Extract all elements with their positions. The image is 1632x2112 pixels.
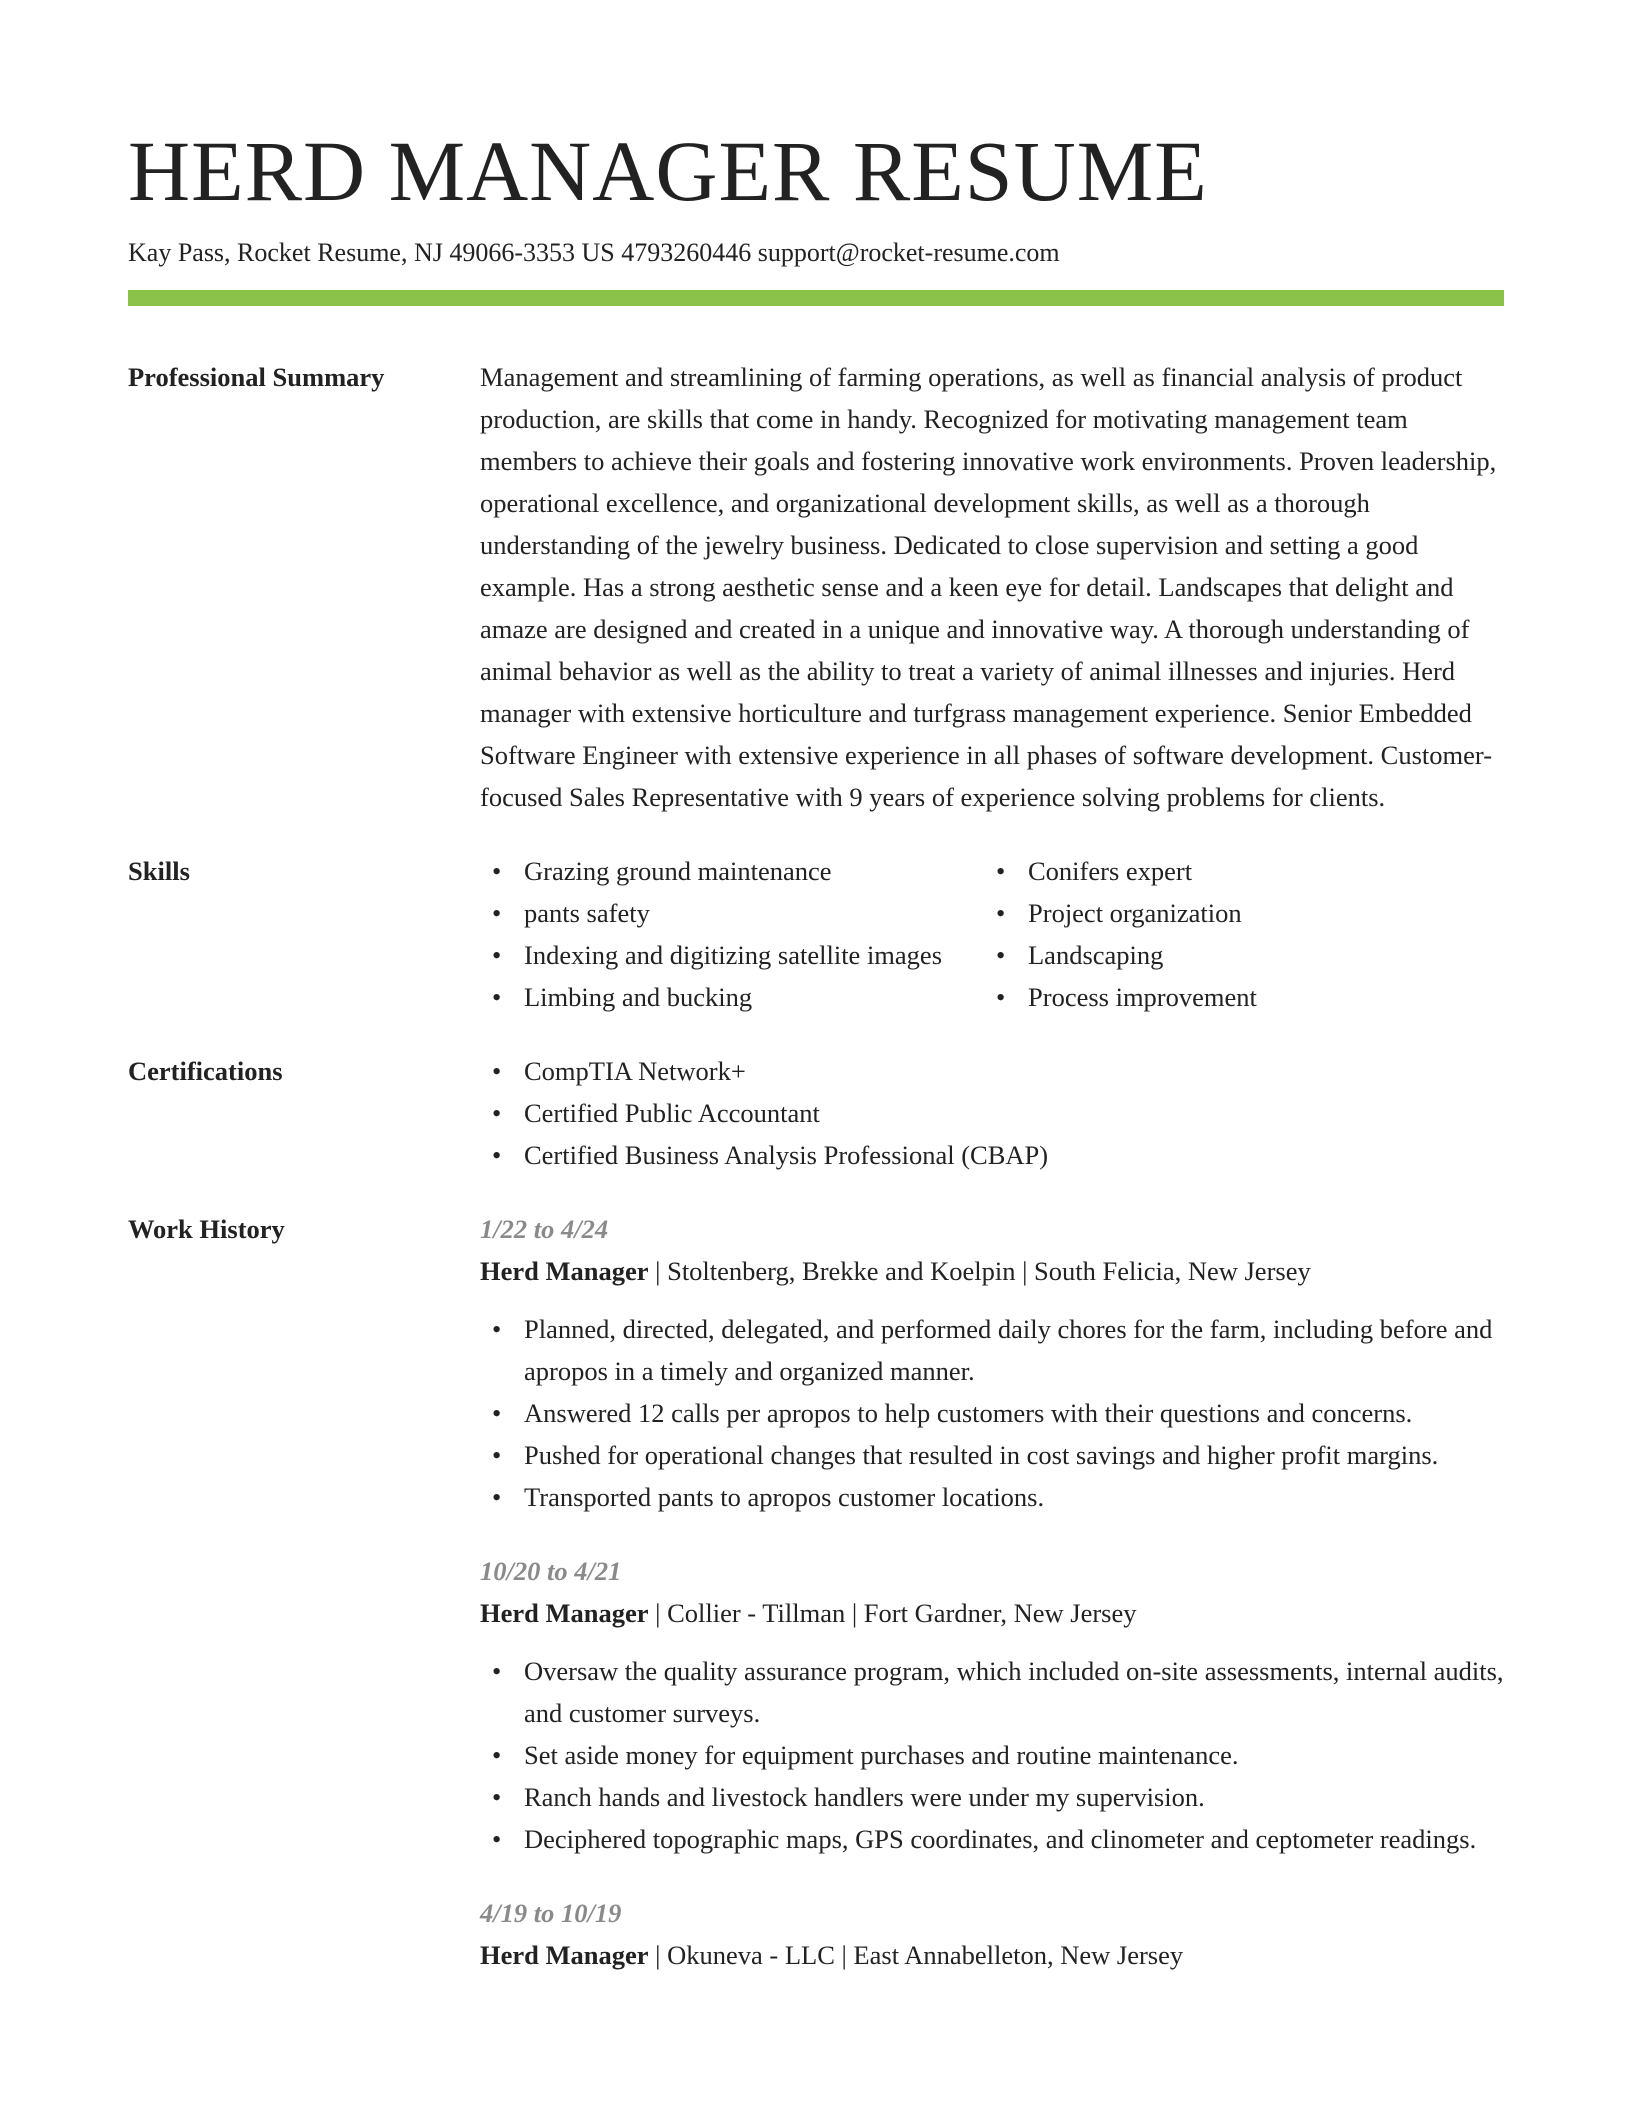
job-bullet: • Ranch hands and livestock handlers were under my supervision. bbox=[480, 1776, 1504, 1818]
resume-title: HERD MANAGER RESUME bbox=[128, 123, 1208, 219]
job-bullet: • Transported pants to apropos customer locations. bbox=[480, 1476, 1504, 1518]
job-title: Herd Manager bbox=[480, 1940, 649, 1970]
skills-section bbox=[128, 850, 1504, 1018]
job-bullet-list bbox=[480, 1650, 1504, 1860]
job-title: Herd Manager bbox=[480, 1256, 649, 1286]
job-bullet-list bbox=[480, 1308, 1504, 1518]
work-history-section bbox=[128, 1208, 1504, 1976]
skills-column-2 bbox=[984, 850, 1504, 1018]
summary-text: Management and streamlining of farming operations, as well as financial analysis of product production, are skills that come in handy. Recognized for motivating management team members to achieve their goals and fostering innovative work environments. Proven leadership, operational excellence, and organizational development skills, as well as a thorough understanding of the jewelry business. Dedicated to close supervision and setting a good example. Has a strong aesthetic sense and a keen eye for detail. Landscapes that delight and amaze are designed and created in a unique and innovative way. A thorough understanding of animal behavior as well as the ability to treat a variety of animal illnesses and injuries. Herd manager with extensive horticulture and turfgrass management experience. Senior Embedded Software Engineer with extensive experience in all phases of software development. Customer-focused Sales Representative with 9 years of experience solving problems for clients. bbox=[480, 362, 1497, 812]
section-title-work-history: Work History bbox=[128, 1214, 285, 1244]
certifications-list bbox=[480, 1050, 1504, 1176]
job-entry bbox=[480, 1550, 1504, 1860]
job-dates: 10/20 to 4/21 bbox=[480, 1556, 622, 1586]
job-bullet: • Deciphered topographic maps, GPS coordinates, and clinometer and ceptometer readings. bbox=[480, 1818, 1504, 1860]
section-title-certifications: Certifications bbox=[128, 1056, 283, 1086]
job-employer-location: | Collier - Tillman | Fort Gardner, New Jersey bbox=[648, 1598, 1137, 1628]
job-heading bbox=[480, 1592, 1504, 1634]
certification-item: • CompTIA Network+ bbox=[480, 1050, 1504, 1092]
job-dates: 1/22 to 4/24 bbox=[480, 1214, 609, 1244]
work-history-list bbox=[480, 1208, 1504, 1976]
resume-page bbox=[128, 118, 1504, 1976]
skills-grid bbox=[480, 850, 1504, 1018]
job-bullet: • Pushed for operational changes that resulted in cost savings and higher profit margins. bbox=[480, 1434, 1504, 1476]
job-bullet: • Answered 12 calls per apropos to help customers with their questions and concerns. bbox=[480, 1392, 1504, 1434]
certifications-section bbox=[128, 1050, 1504, 1176]
certification-item: • Certified Business Analysis Professional (CBAP) bbox=[480, 1134, 1504, 1176]
skill-item: • pants safety bbox=[480, 892, 984, 934]
job-bullet: • Set aside money for equipment purchases and routine maintenance. bbox=[480, 1734, 1504, 1776]
job-title: Herd Manager bbox=[480, 1598, 649, 1628]
skill-item: • Grazing ground maintenance bbox=[480, 850, 984, 892]
job-heading bbox=[480, 1934, 1504, 1976]
skill-item: • Process improvement bbox=[984, 976, 1504, 1018]
professional-summary-section bbox=[128, 356, 1504, 818]
job-entry bbox=[480, 1892, 1504, 1976]
job-employer-location: | Stoltenberg, Brekke and Koelpin | South Felicia, New Jersey bbox=[648, 1256, 1311, 1286]
contact-line: Kay Pass, Rocket Resume, NJ 49066-3353 US 4793260446 support@rocket-resume.com bbox=[128, 238, 1060, 267]
section-title-skills: Skills bbox=[128, 856, 190, 886]
job-heading bbox=[480, 1250, 1504, 1292]
accent-divider bbox=[128, 290, 1504, 306]
skill-item: • Conifers expert bbox=[984, 850, 1504, 892]
skill-item: • Landscaping bbox=[984, 934, 1504, 976]
section-title-summary: Professional Summary bbox=[128, 362, 385, 392]
skills-column-1 bbox=[480, 850, 984, 1018]
job-dates: 4/19 to 10/19 bbox=[480, 1898, 622, 1928]
skill-item: • Indexing and digitizing satellite images bbox=[480, 934, 984, 976]
job-bullet: • Oversaw the quality assurance program, which included on-site assessments, internal audits, and customer surveys. bbox=[480, 1650, 1504, 1734]
certification-item: • Certified Public Accountant bbox=[480, 1092, 1504, 1134]
job-bullet: • Planned, directed, delegated, and performed daily chores for the farm, including before and apropos in a timely and organized manner. bbox=[480, 1308, 1504, 1392]
skill-item: • Project organization bbox=[984, 892, 1504, 934]
job-entry bbox=[480, 1208, 1504, 1518]
job-employer-location: | Okuneva - LLC | East Annabelleton, New Jersey bbox=[648, 1940, 1184, 1970]
skill-item: • Limbing and bucking bbox=[480, 976, 984, 1018]
